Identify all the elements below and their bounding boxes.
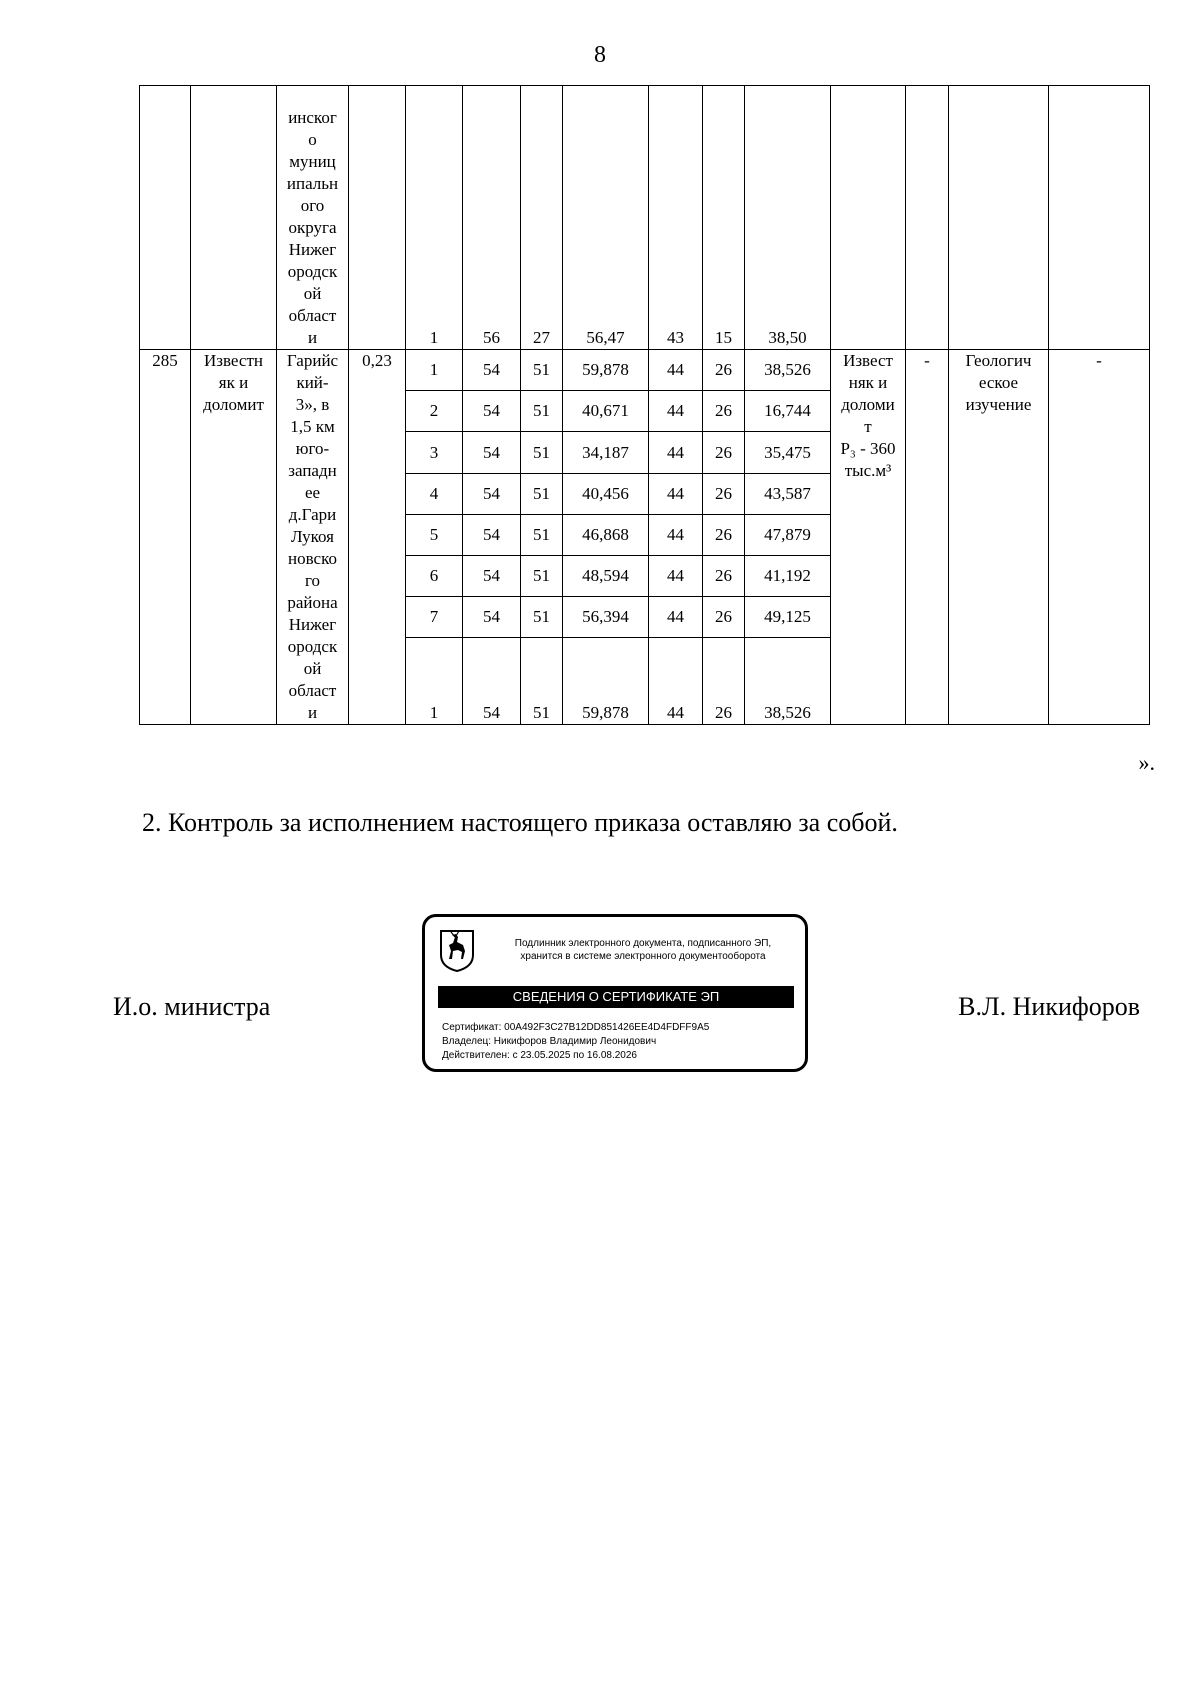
cell-resources bbox=[831, 86, 906, 350]
cell-lon-deg: 44 bbox=[649, 432, 703, 473]
cell-mineral bbox=[191, 86, 277, 350]
cell-lat-deg: 54 bbox=[463, 391, 521, 432]
cell-lat-sec: 40,456 bbox=[563, 473, 649, 514]
cell-lat-min: 51 bbox=[521, 597, 563, 638]
cell-lat-min: 51 bbox=[521, 556, 563, 597]
cell-lon-sec: 35,475 bbox=[745, 432, 831, 473]
cell-lon-min: 26 bbox=[703, 556, 745, 597]
cell-lon-min: 26 bbox=[703, 473, 745, 514]
certificate-number: Сертификат: 00A492F3C27B12DD851426EE4D4FDFF9A5 bbox=[442, 1022, 710, 1033]
cell-lon-sec: 16,744 bbox=[745, 391, 831, 432]
cell-description: Гарийс кий- 3», в 1,5 км юго- западн ее д.Гари Лукоя новско го района Нижег ородск ой област и bbox=[277, 350, 349, 725]
cell-lon-min: 26 bbox=[703, 432, 745, 473]
cell-lat-deg: 54 bbox=[463, 556, 521, 597]
cell-lat-min: 51 bbox=[521, 432, 563, 473]
cell-description: инског о муниц ипальн ого округа Нижег ородск ой област и bbox=[277, 86, 349, 350]
stamp-banner: СВЕДЕНИЯ О СЕРТИФИКАТЕ ЭП bbox=[438, 986, 794, 1008]
cell-area: 0,23 bbox=[349, 350, 406, 725]
cell-dash: - bbox=[906, 350, 949, 725]
table-row-continuation bbox=[140, 86, 1150, 350]
cell-lat-sec: 59,878 bbox=[563, 350, 649, 391]
cell-lat-deg: 54 bbox=[463, 597, 521, 638]
page-number: 8 bbox=[594, 42, 606, 68]
certificate-validity: Действителен: с 23.05.2025 по 16.08.2026 bbox=[442, 1050, 637, 1061]
cell-lon-deg: 44 bbox=[649, 556, 703, 597]
cell-lon-deg: 44 bbox=[649, 597, 703, 638]
table-row bbox=[140, 350, 1150, 391]
cell-lon-min: 26 bbox=[703, 638, 745, 725]
cell-lat-min: 51 bbox=[521, 514, 563, 555]
cell-lat-deg: 54 bbox=[463, 473, 521, 514]
coat-of-arms-icon bbox=[439, 929, 475, 973]
cell-dash bbox=[906, 86, 949, 350]
cell-num: 285 bbox=[140, 350, 191, 725]
cell-point: 5 bbox=[406, 514, 463, 555]
cell-lon-min: 26 bbox=[703, 350, 745, 391]
cell-lon-sec: 41,192 bbox=[745, 556, 831, 597]
cell-purpose bbox=[949, 86, 1049, 350]
cell-lon-deg: 44 bbox=[649, 514, 703, 555]
cell-lat-sec: 46,868 bbox=[563, 514, 649, 555]
cell-mineral: Известн як и доломит bbox=[191, 350, 277, 725]
closing-quote: ». bbox=[1138, 750, 1155, 775]
cell-lon-deg: 43 bbox=[649, 86, 703, 350]
stamp-note: Подлинник электронного документа, подписанного ЭП, хранится в системе электронного документооборота bbox=[514, 938, 772, 962]
cell-lat-sec: 48,594 bbox=[563, 556, 649, 597]
cell-lat-sec: 59,878 bbox=[563, 638, 649, 725]
cell-lat-deg: 54 bbox=[463, 638, 521, 725]
cell-lon-sec: 38,526 bbox=[745, 638, 831, 725]
cell-lat-min: 27 bbox=[521, 86, 563, 350]
cell-lat-min: 51 bbox=[521, 350, 563, 391]
cell-point: 7 bbox=[406, 597, 463, 638]
cell-point: 2 bbox=[406, 391, 463, 432]
cell-lat-sec: 56,394 bbox=[563, 597, 649, 638]
cell-point: 1 bbox=[406, 86, 463, 350]
cell-lon-deg: 44 bbox=[649, 391, 703, 432]
electronic-signature-stamp bbox=[422, 914, 808, 1072]
cell-point: 1 bbox=[406, 638, 463, 725]
cell-point: 4 bbox=[406, 473, 463, 514]
cell-lat-min: 51 bbox=[521, 638, 563, 725]
cell-area bbox=[349, 86, 406, 350]
cell-point: 6 bbox=[406, 556, 463, 597]
registry-table bbox=[139, 85, 1150, 725]
cell-lat-deg: 54 bbox=[463, 432, 521, 473]
cell-lon-min: 26 bbox=[703, 597, 745, 638]
signatory-name: В.Л. Никифоров bbox=[958, 992, 1140, 1021]
control-clause: 2. Контроль за исполнением настоящего приказа оставляю за собой. bbox=[142, 808, 898, 837]
cell-lon-min: 26 bbox=[703, 514, 745, 555]
cell-lat-sec: 40,671 bbox=[563, 391, 649, 432]
cell-lon-sec: 38,526 bbox=[745, 350, 831, 391]
cell-last bbox=[1049, 86, 1150, 350]
cell-num bbox=[140, 86, 191, 350]
cell-lon-sec: 49,125 bbox=[745, 597, 831, 638]
stamp-details bbox=[442, 1021, 709, 1063]
cell-lon-min: 15 bbox=[703, 86, 745, 350]
cell-lon-deg: 44 bbox=[649, 638, 703, 725]
cell-lon-sec: 38,50 bbox=[745, 86, 831, 350]
cell-lat-min: 51 bbox=[521, 473, 563, 514]
cell-lat-sec: 34,187 bbox=[563, 432, 649, 473]
cell-lat-sec: 56,47 bbox=[563, 86, 649, 350]
cell-lat-deg: 54 bbox=[463, 350, 521, 391]
cell-lon-deg: 44 bbox=[649, 350, 703, 391]
cell-lon-deg: 44 bbox=[649, 473, 703, 514]
cell-lat-min: 51 bbox=[521, 391, 563, 432]
cell-last: - bbox=[1049, 350, 1150, 725]
signatory-position: И.о. министра bbox=[113, 992, 271, 1021]
cell-lon-sec: 47,879 bbox=[745, 514, 831, 555]
cell-lat-deg: 56 bbox=[463, 86, 521, 350]
cell-resources: Извест няк и доломи т P₃ - 360 тыс.м³ bbox=[831, 350, 906, 725]
certificate-owner: Владелец: Никифоров Владимир Леонидович bbox=[442, 1036, 657, 1047]
cell-lon-sec: 43,587 bbox=[745, 473, 831, 514]
cell-lat-deg: 54 bbox=[463, 514, 521, 555]
cell-lon-min: 26 bbox=[703, 391, 745, 432]
cell-point: 1 bbox=[406, 350, 463, 391]
cell-purpose: Геологич еское изучение bbox=[949, 350, 1049, 725]
cell-point: 3 bbox=[406, 432, 463, 473]
